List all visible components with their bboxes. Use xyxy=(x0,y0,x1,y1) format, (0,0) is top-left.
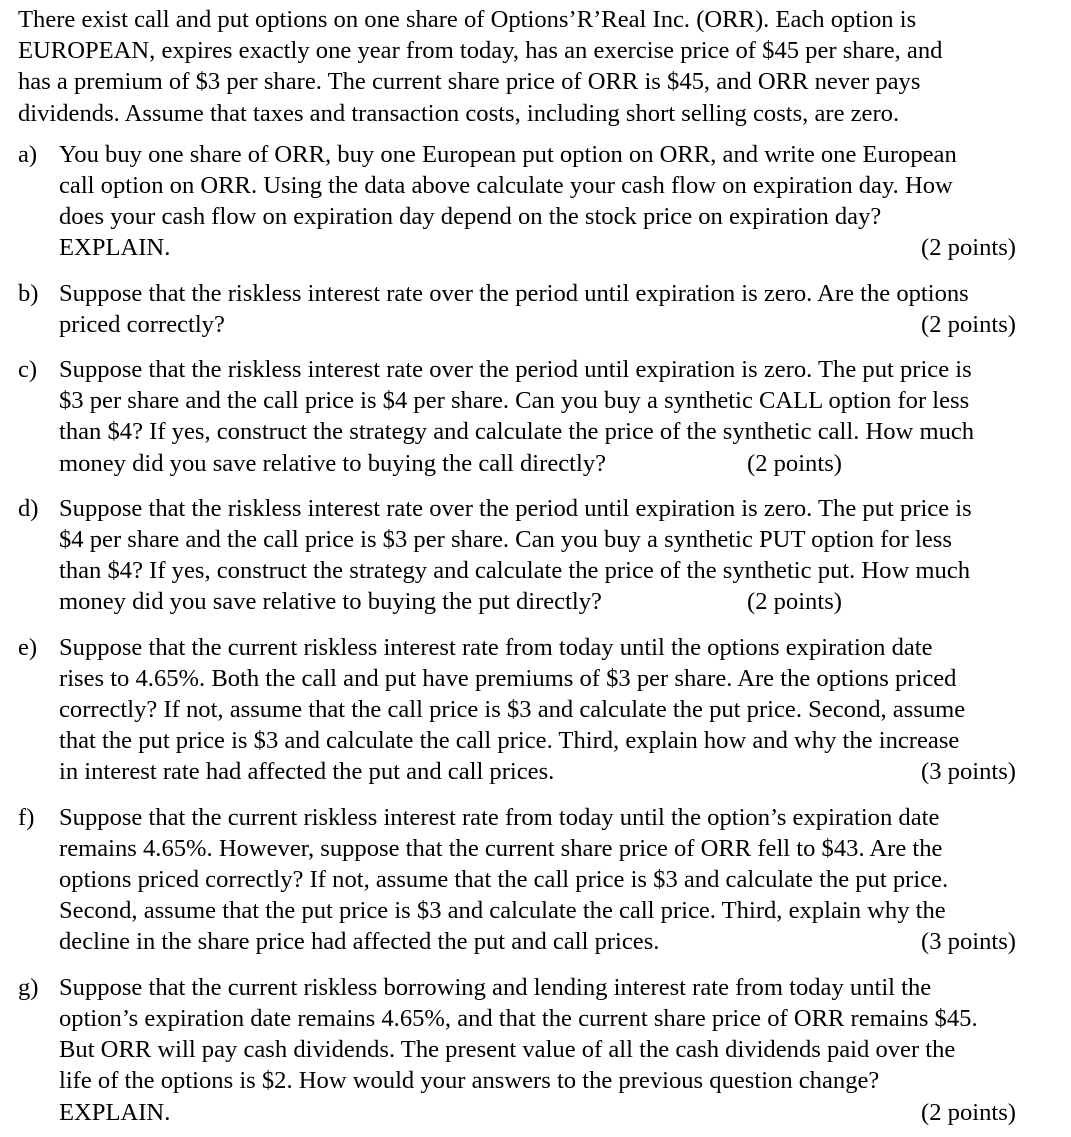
points-label: (2 points) xyxy=(747,588,842,616)
question-line: than $4? If yes, construct the strategy and calculate the price of the synthetic call. How much xyxy=(59,418,975,446)
question-letter: d) xyxy=(18,494,39,522)
question-line: money did you save relative to buying the call directly? xyxy=(59,449,607,477)
question-line: option’s expiration date remains 4.65%, and that the current share price of ORR remains $45. xyxy=(59,1004,978,1032)
question-line: that the put price is $3 and calculate the call price. Third, explain how and why the increase xyxy=(59,727,960,755)
question-letter: g) xyxy=(18,973,39,1001)
question-letter: e) xyxy=(18,633,38,661)
question-c xyxy=(18,354,1061,479)
question-b xyxy=(18,278,1061,340)
question-line: remains 4.65%. However, suppose that the current share price of ORR fell to $43. Are the xyxy=(59,834,943,862)
question-line: decline in the share price had affected the put and call prices. xyxy=(59,928,660,956)
points-label: (2 points) xyxy=(921,310,1016,338)
question-line: call option on ORR. Using the data above calculate your cash flow on expiration day. How xyxy=(59,172,953,200)
question-body xyxy=(59,632,1061,788)
question-line: rises to 4.65%. Both the call and put have premiums of $3 per share. Are the options priced xyxy=(59,664,957,692)
points-label: (2 points) xyxy=(921,1098,1016,1126)
question-a xyxy=(18,139,1061,264)
question-line: Suppose that the riskless interest rate over the period until expiration is zero. The put price is xyxy=(59,494,972,522)
question-line: EXPLAIN. xyxy=(59,1098,171,1126)
question-line: Suppose that the riskless interest rate over the period until expiration is zero. Are the options xyxy=(59,279,969,307)
question-letter: a) xyxy=(18,140,38,168)
question-line: in interest rate had affected the put and call prices. xyxy=(59,758,555,786)
question-line: options priced correctly? If not, assume that the call price is $3 and calculate the put price. xyxy=(59,866,949,894)
question-body xyxy=(59,802,1061,958)
intro-line: There exist call and put options on one share of Options’R’Real Inc. (ORR). Each option is xyxy=(18,6,917,33)
question-body xyxy=(59,139,1061,264)
problem-intro xyxy=(18,4,1061,129)
question-body xyxy=(59,354,1061,479)
question-line: Suppose that the riskless interest rate over the period until expiration is zero. The put price is xyxy=(59,356,972,384)
intro-line: has a premium of $3 per share. The current share price of ORR is $45, and ORR never pays xyxy=(18,68,921,96)
question-line: $4 per share and the call price is $3 per share. Can you buy a synthetic PUT option for less xyxy=(59,526,952,554)
question-d xyxy=(18,493,1061,618)
question-line: life of the options is $2. How would your answers to the previous question change? xyxy=(59,1067,880,1095)
question-body xyxy=(59,278,1061,340)
question-line: Second, assume that the put price is $3 and calculate the call price. Third, explain why the xyxy=(59,897,946,925)
question-line: Suppose that the current riskless borrowing and lending interest rate from today until the xyxy=(59,973,932,1001)
intro-line: dividends. Assume that taxes and transaction costs, including short selling costs, are zero. xyxy=(18,99,900,127)
question-line: $3 per share and the call price is $4 per share. Can you buy a synthetic CALL option for less xyxy=(59,387,970,415)
question-line: correctly? If not, assume that the call price is $3 and calculate the put price. Second, assume xyxy=(59,696,966,724)
question-line: You buy one share of ORR, buy one European put option on ORR, and write one European xyxy=(59,140,957,168)
question-line: Suppose that the current riskless interest rate from today until the options expiration date xyxy=(59,633,933,661)
question-line: Suppose that the current riskless interest rate from today until the option’s expiration date xyxy=(59,803,940,831)
question-e xyxy=(18,632,1061,788)
question-line: priced correctly? xyxy=(59,310,225,338)
question-g xyxy=(18,972,1061,1128)
question-letter: f) xyxy=(18,803,35,831)
points-label: (2 points) xyxy=(747,449,842,477)
question-body xyxy=(59,493,1061,618)
intro-line: EUROPEAN, expires exactly one year from today, has an exercise price of $45 per share, and xyxy=(18,37,943,65)
points-label: (3 points) xyxy=(921,758,1016,786)
question-letter: b) xyxy=(18,279,39,307)
question-line: money did you save relative to buying the put directly? xyxy=(59,588,602,616)
question-line: EXPLAIN. xyxy=(59,234,171,262)
points-label: (3 points) xyxy=(921,928,1016,956)
question-line: But ORR will pay cash dividends. The present value of all the cash dividends paid over the xyxy=(59,1036,956,1064)
question-line: than $4? If yes, construct the strategy and calculate the price of the synthetic put. How much xyxy=(59,557,971,585)
question-letter: c) xyxy=(18,356,38,384)
question-body xyxy=(59,972,1061,1128)
question-f xyxy=(18,802,1061,958)
question-line: does your cash flow on expiration day depend on the stock price on expiration day? xyxy=(59,203,882,231)
points-label: (2 points) xyxy=(921,234,1016,262)
